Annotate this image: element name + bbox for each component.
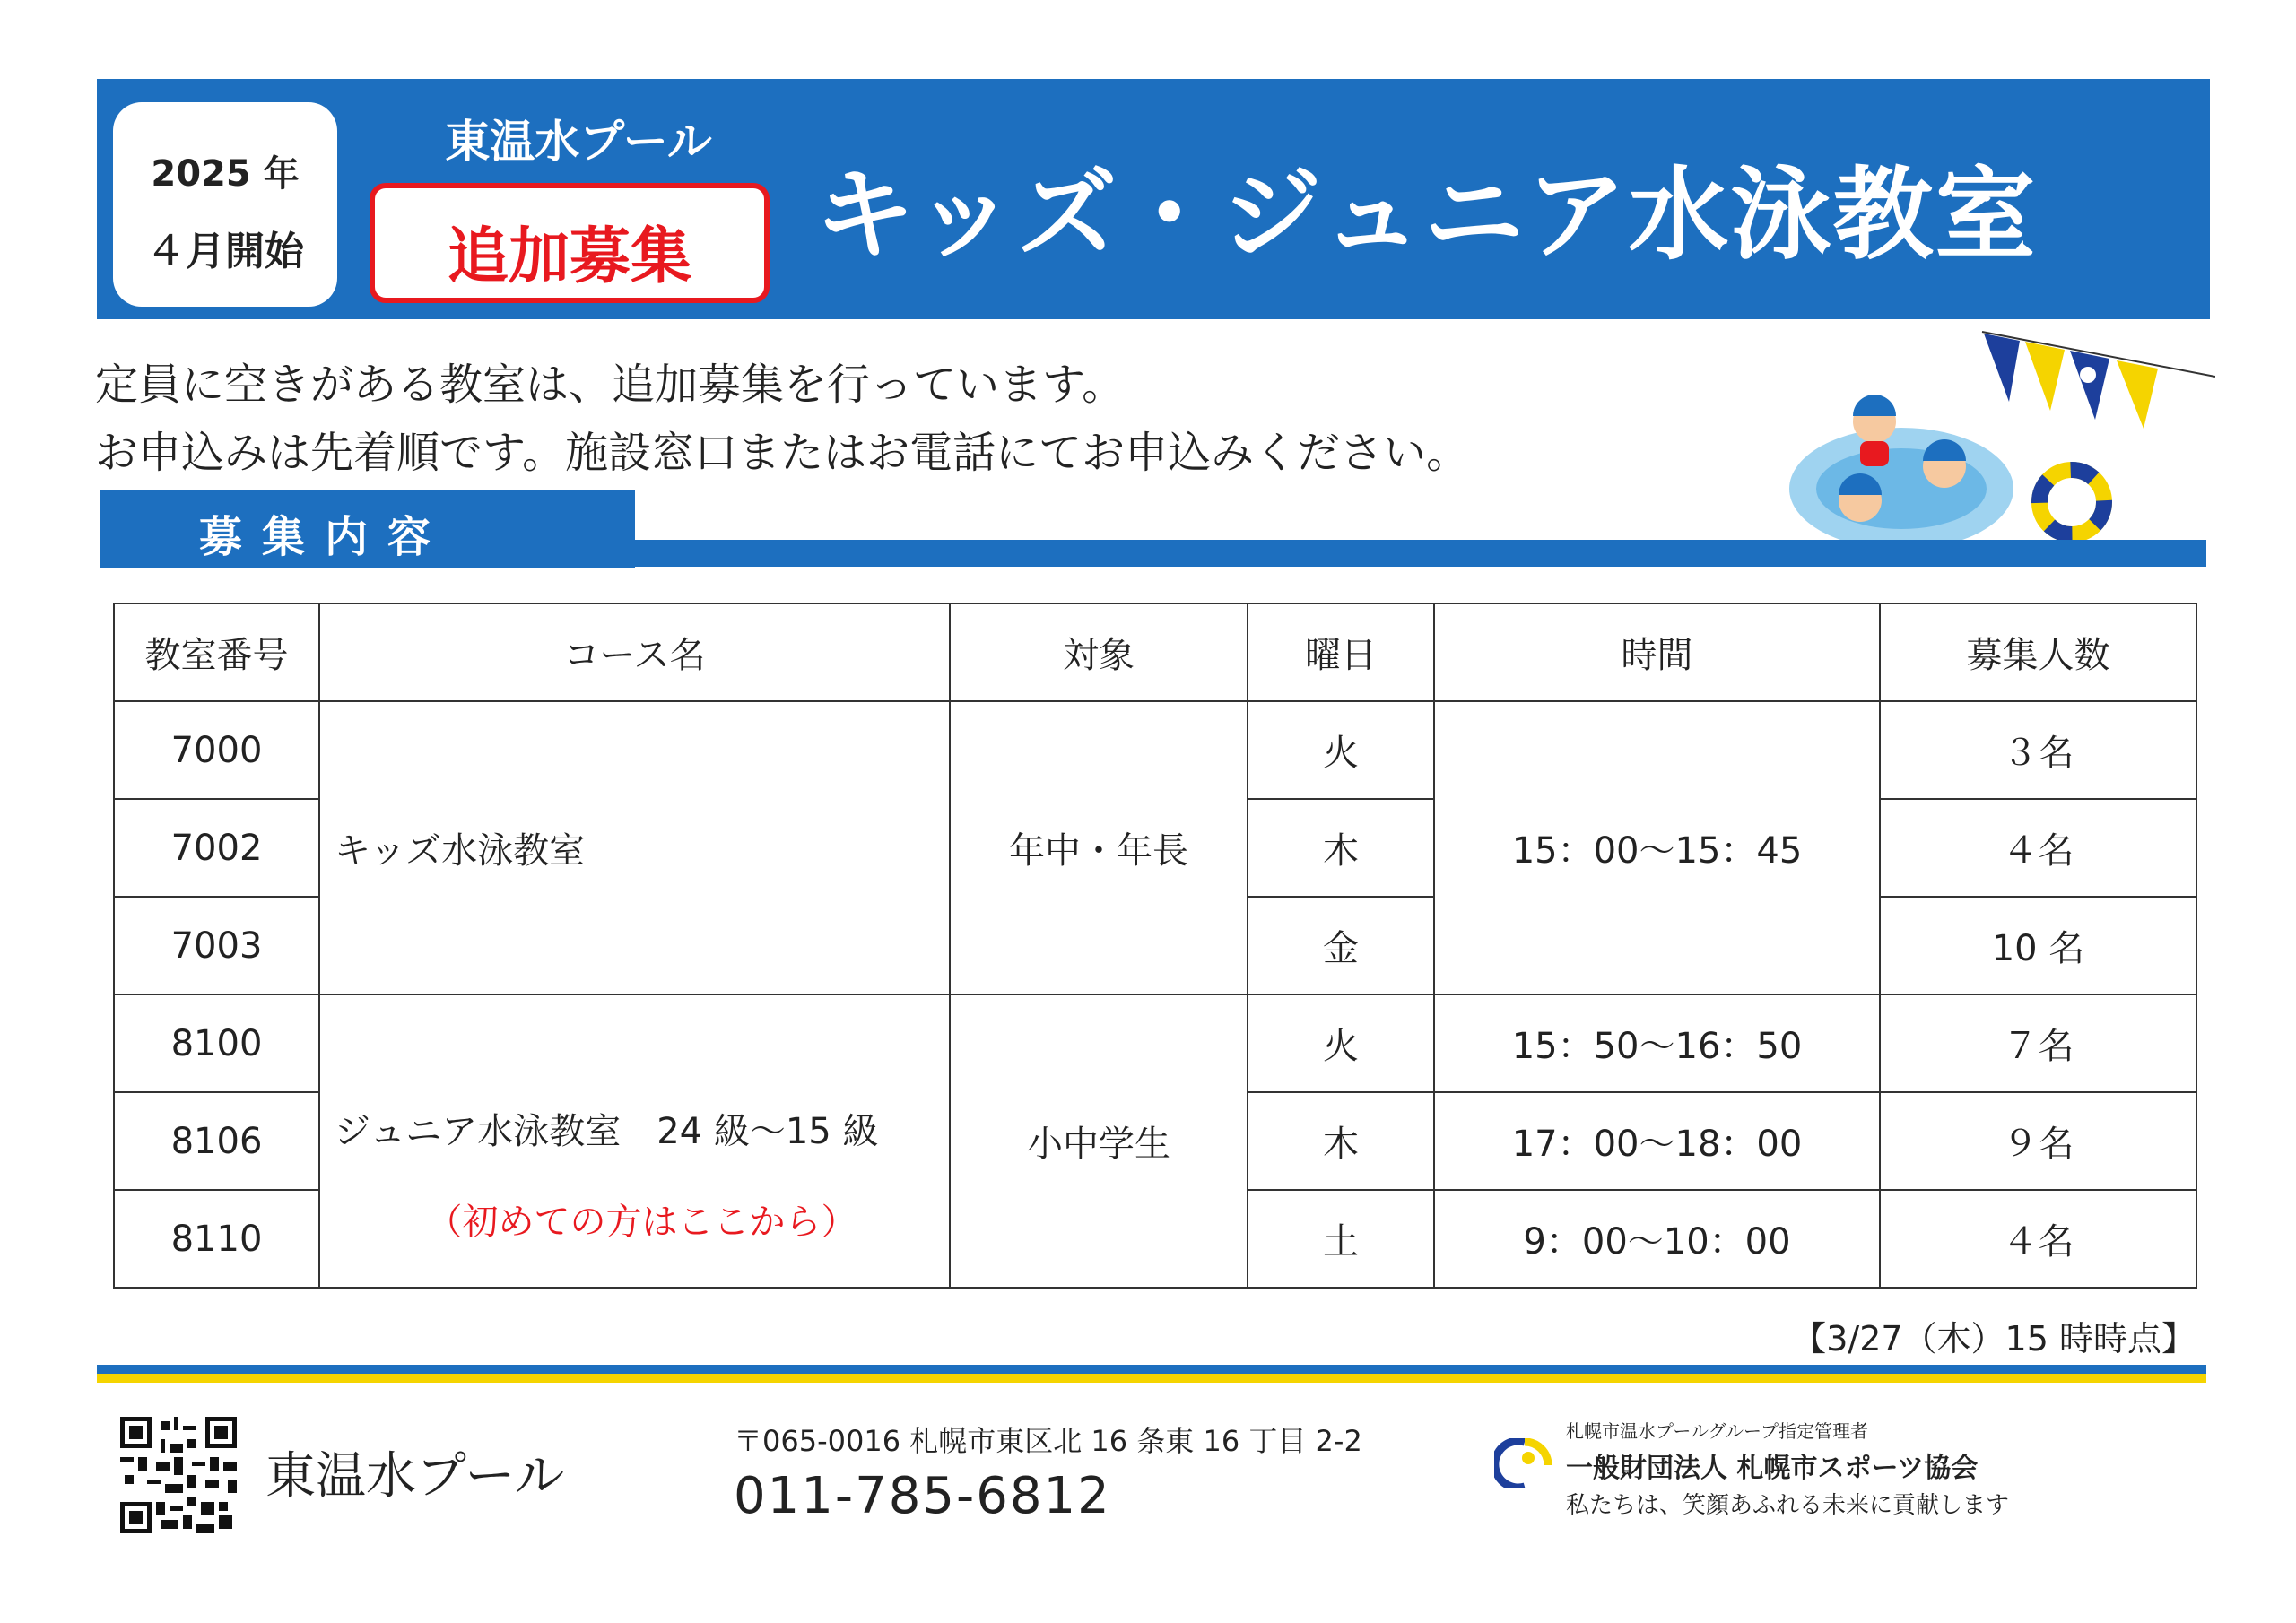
capacity: 10 名 — [1880, 897, 2196, 994]
column-header-day: 曜日 — [1248, 603, 1434, 701]
class-time: 9：00～10：00 — [1434, 1190, 1880, 1288]
class-time: 15：50～16：50 — [1434, 994, 1880, 1092]
as-of-timestamp: 【3/27（木）15 時時点】 — [1792, 1319, 2196, 1358]
column-header-course: コース名 — [319, 603, 950, 701]
class-number: 8110 — [114, 1190, 319, 1288]
swimmer-kid-icon — [1923, 439, 1966, 488]
class-number: 7002 — [114, 799, 319, 897]
class-number: 8106 — [114, 1092, 319, 1190]
target-group: 年中・年長 — [950, 701, 1248, 994]
table-header-row — [114, 603, 2196, 701]
capacity: ７名 — [1880, 994, 2196, 1092]
class-number: 7003 — [114, 897, 319, 994]
float-ring-icon — [2039, 470, 2104, 534]
weekday: 木 — [1248, 799, 1434, 897]
course-name-cell — [319, 994, 950, 1288]
column-header-time: 時間 — [1434, 603, 1880, 701]
weekday: 土 — [1248, 1190, 1434, 1288]
column-header-target: 対象 — [950, 603, 1248, 701]
facility-phone: 011-785-6812 — [734, 1467, 1111, 1525]
additional-recruit-badge — [370, 183, 770, 303]
sports-association-logo-icon — [1494, 1438, 1555, 1488]
year-label: 2025 年 — [151, 153, 300, 195]
facility-label: 東温水プール — [445, 116, 712, 168]
additional-recruit-text: 追加募集 — [447, 221, 691, 292]
table-row — [114, 701, 2196, 799]
column-header-number: 教室番号 — [114, 603, 319, 701]
capacity: ９名 — [1880, 1092, 2196, 1190]
capacity: ４名 — [1880, 1190, 2196, 1288]
footer-rule-blue — [97, 1365, 2206, 1374]
weekday: 火 — [1248, 994, 1434, 1092]
intro-line-2: お申込みは先着順です。施設窓口またはお電話にてお申込みください。 — [95, 428, 1470, 478]
column-header-capacity: 募集人数 — [1880, 603, 2196, 701]
organization-name: 一般財団法人 札幌市スポーツ協会 — [1566, 1453, 1979, 1484]
weekday: 火 — [1248, 701, 1434, 799]
swimming-kids-illustration — [1785, 323, 2215, 556]
weekday: 金 — [1248, 897, 1434, 994]
footer-rule-yellow — [97, 1374, 2206, 1383]
footer-facility-name: 東温水プール — [265, 1447, 565, 1506]
target-group: 小中学生 — [950, 994, 1248, 1288]
swimmer-kid-icon — [1839, 473, 1882, 522]
course-name: キッズ水泳教室 — [319, 701, 950, 994]
qr-code-icon — [120, 1417, 237, 1533]
designated-manager-label: 札幌市温水プールグループ指定管理者 — [1566, 1420, 1868, 1442]
pool-water-icon — [1789, 428, 2013, 550]
start-date-box — [113, 102, 337, 307]
class-time: 17：00～18：00 — [1434, 1092, 1880, 1190]
course-name: ジュニア水泳教室 24 級～15 級 — [335, 1110, 879, 1152]
section-title: 募集内容 — [199, 512, 451, 562]
class-number: 7000 — [114, 701, 319, 799]
bunting-flags-icon — [1982, 332, 2215, 429]
capacity: ３名 — [1880, 701, 2196, 799]
table-row — [114, 994, 2196, 1092]
class-time: 15：00～15：45 — [1434, 701, 1880, 994]
intro-line-1: 定員に空きがある教室は、追加募集を行っています。 — [95, 360, 1126, 410]
organization-slogan: 私たちは、笑顔あふれる未来に貢献します — [1566, 1492, 2010, 1519]
course-note: （初めての方はここから） — [426, 1201, 857, 1243]
weekday: 木 — [1248, 1092, 1434, 1190]
class-number: 8100 — [114, 994, 319, 1092]
start-month-label: ４月開始 — [146, 229, 304, 274]
page-title: キッズ・ジュニア水泳教室 — [814, 157, 2038, 273]
capacity: ４名 — [1880, 799, 2196, 897]
class-schedule-table — [113, 603, 2197, 1289]
facility-address: 〒065-0016 札幌市東区北 16 条東 16 丁目 2-2 — [734, 1424, 1362, 1458]
